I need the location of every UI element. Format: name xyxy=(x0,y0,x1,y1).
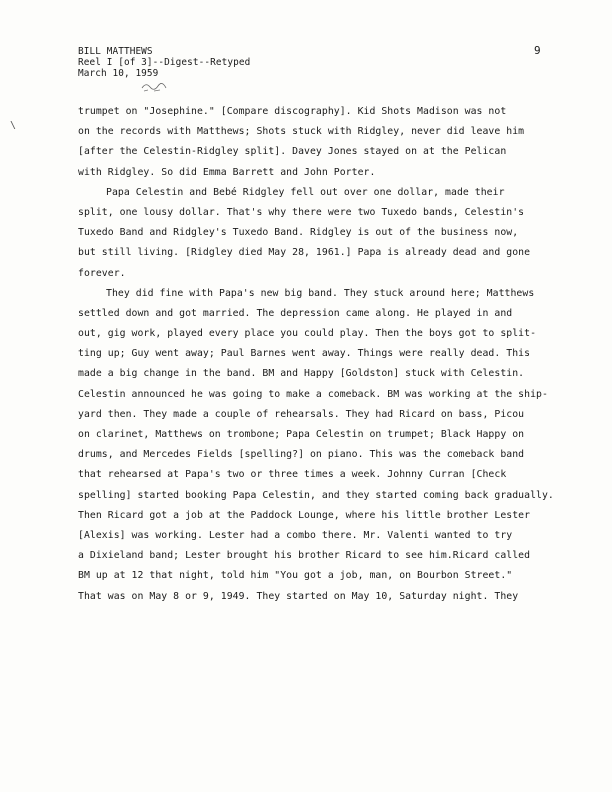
transcript-line: That was on May 8 or 9, 1949. They started on May 10, Saturday night. They xyxy=(78,590,519,602)
transcript-line: BM up at 12 that night, told him "You got a job, man, on Bourbon Street." xyxy=(78,570,513,582)
handwritten-scribble xyxy=(140,78,170,94)
transcript-line: but still living. [Ridgley died May 28, 1961.] Papa is already dead and gone xyxy=(78,247,531,259)
margin-mark: \ xyxy=(10,120,17,131)
transcript-line: on clarinet, Matthews on trombone; Papa Celestin on trumpet; Black Happy on xyxy=(78,429,525,440)
transcript-line: drums, and Mercedes Fields [spelling?] on piano. This was the comeback band xyxy=(78,449,525,461)
document-header xyxy=(78,46,250,79)
transcript-body xyxy=(78,102,558,607)
transcript-line: They did fine with Papa's new big band. They stuck around here; Matthews xyxy=(106,287,535,299)
transcript-line: trumpet on "Josephine." [Compare discography]. Kid Shots Madison was not xyxy=(78,106,507,117)
transcript-line: Celestin announced he was going to make a comeback. BM was working at the ship- xyxy=(78,388,548,400)
page-number: 9 xyxy=(534,44,541,57)
header-date: March 10, 1959 xyxy=(78,68,159,79)
transcript-line: spelling] started booking Papa Celestin, and they started coming back gradually. xyxy=(78,489,554,501)
transcript-line: Then Ricard got a job at the Paddock Lounge, where his little brother Lester xyxy=(78,509,531,521)
transcript-line: split, one lousy dollar. That's why there were two Tuxedo bands, Celestin's xyxy=(78,206,525,218)
transcript-line: yard then. They made a couple of rehearsals. They had Ricard on bass, Picou xyxy=(78,408,525,420)
transcript-line: Papa Celestin and Bebé Ridgley fell out over one dollar, made their xyxy=(106,186,505,198)
transcript-line: that rehearsed at Papa's two or three times a week. Johnny Curran [Check xyxy=(78,469,507,481)
transcript-line: made a big change in the band. BM and Happy [Goldston] stuck with Celestin. xyxy=(78,368,525,380)
transcript-line: settled down and got married. The depression came along. He played in and xyxy=(78,307,513,319)
transcript-line: [Alexis] was working. Lester had a combo there. Mr. Valenti wanted to try xyxy=(78,529,513,541)
transcript-line: on the records with Matthews; Shots stuck with Ridgley, never did leave him xyxy=(78,126,525,138)
transcript-line: ting up; Guy went away; Paul Barnes went away. Things were really dead. This xyxy=(78,348,531,360)
header-name: BILL MATTHEWS xyxy=(78,46,153,57)
transcript-line: a Dixieland band; Lester brought his brother Ricard to see him.Ricard called xyxy=(78,550,531,562)
header-reel: Reel I [of 3]--Digest--Retyped xyxy=(78,57,251,68)
transcript-line: with Ridgley. So did Emma Barrett and John Porter. xyxy=(78,166,376,178)
transcript-line: Tuxedo Band and Ridgley's Tuxedo Band. Ridgley is out of the business now, xyxy=(78,227,519,239)
transcript-line: out, gig work, played every place you could play. Then the boys got to split- xyxy=(78,328,537,340)
transcript-line: forever. xyxy=(78,267,126,279)
transcript-line: [after the Celestin-Ridgley split]. Davey Jones stayed on at the Pelican xyxy=(78,146,507,158)
